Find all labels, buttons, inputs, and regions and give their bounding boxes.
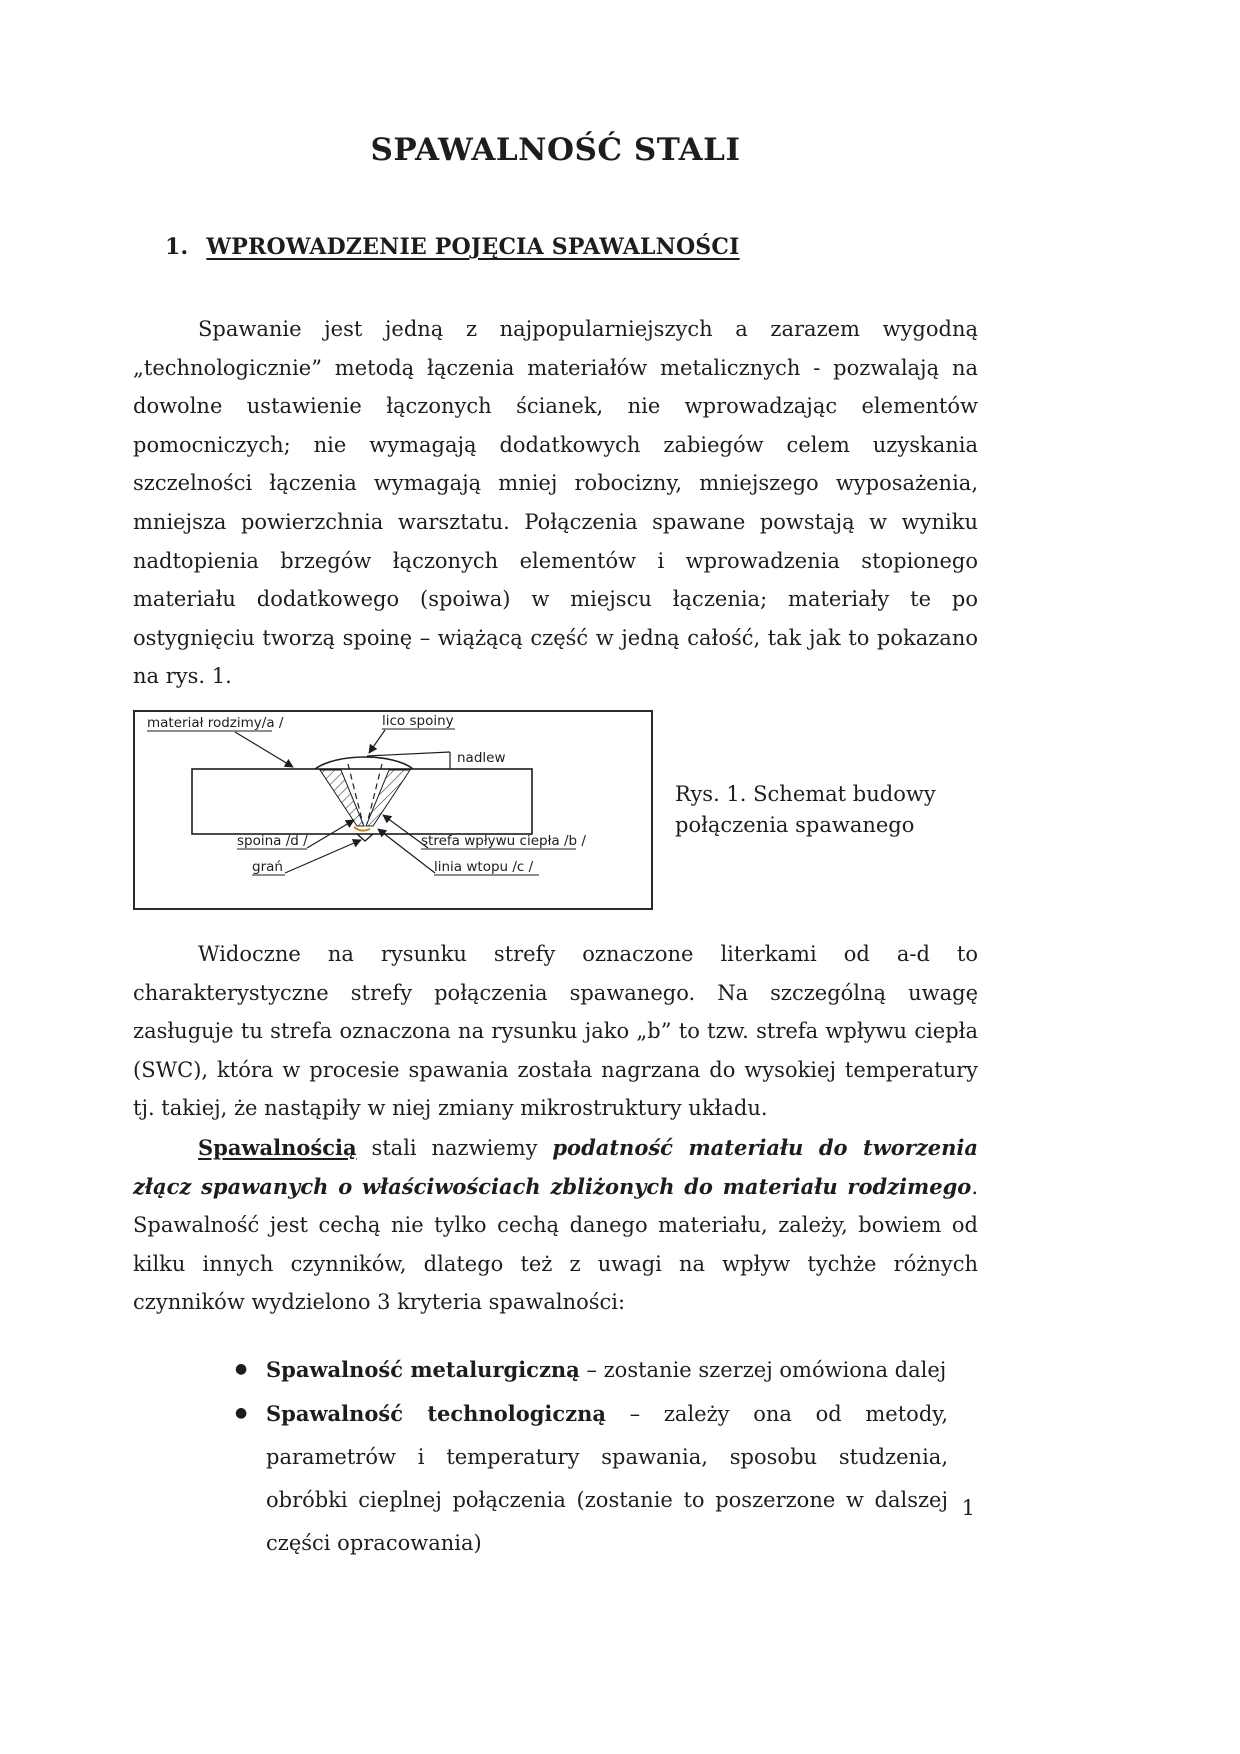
bullet-rest-text: – zależy ona od metody, parametrów i temperatury spawania, sposobu studzenia, obróbki cieplnej połączenia (zostanie to poszerzone w dalszej części opracowania) bbox=[266, 1401, 949, 1555]
label-linia-wtopu: linia wtopu /c / bbox=[434, 858, 534, 875]
section-heading bbox=[165, 234, 978, 260]
section-number: 1. bbox=[165, 234, 189, 260]
definition-term: Spawalnością bbox=[198, 1134, 357, 1160]
document-content bbox=[133, 0, 978, 1565]
label-spoina: spoina /d / bbox=[237, 832, 308, 849]
paragraph-zones: Widoczne na rysunku strefy oznaczone literkami od a-d to charakterystyczne strefy połączenia spawanego. Na szczególną uwagę zasługuje tu strefa oznaczona na rysunku jako „b” to tzw. strefa wpływu ciepła (SWC), która w procesie spawania została nagrzana do wysokiej temperatury tj. takiej, że nastąpiły w niej zmiany mikrostruktury układu. bbox=[133, 941, 978, 1121]
figure-caption-line1: Rys. 1. Schemat budowy bbox=[675, 781, 936, 806]
bullet-icon: ● bbox=[235, 1404, 248, 1421]
bullet-icon: ● bbox=[235, 1360, 248, 1377]
definition-italic: podatność materiału do tworzenia złącz spawanych o właściwościach zbliżonych do materiału rodzimego bbox=[133, 1134, 979, 1199]
criteria-list bbox=[235, 1348, 948, 1565]
bullet-bold-text: Spawalność metalurgiczną bbox=[266, 1356, 580, 1382]
root-highlight-mark bbox=[354, 827, 370, 831]
figure-row bbox=[133, 710, 978, 910]
document-title: SPAWALNOŚĆ STALI bbox=[370, 132, 741, 168]
figure-caption-line2: połączenia spawanego bbox=[675, 812, 915, 837]
definition-rest: . Spawalność jest cechą nie tylko cechą danego materiału, zależy, bowiem od kilku innych czynników, dlatego też z uwagi na wpływ tychże różnych czynników wydzielono 3 kryteria spawalności: bbox=[133, 1174, 978, 1315]
bullet-rest-text: – zostanie szerzej omówiona dalej bbox=[579, 1357, 947, 1382]
leader-lines bbox=[235, 730, 435, 873]
weld-root bbox=[357, 834, 373, 841]
weld-diagram-svg bbox=[135, 712, 651, 908]
bullet-bold-text: Spawalność technologiczną bbox=[266, 1400, 606, 1426]
paragraph-definition bbox=[133, 1129, 978, 1322]
label-material-rodzimy: materiał rodzimy/a / bbox=[147, 714, 284, 731]
label-lico-spoiny: lico spoiny bbox=[382, 712, 454, 729]
weld-cap bbox=[315, 757, 413, 769]
label-strefa-wplywu-ciepla: strefa wpływu ciepła /b / bbox=[421, 832, 586, 849]
paragraph-intro: Spawanie jest jedną z najpopularniejszych a zarazem wygodną „technologicznie” metodą łączenia materiałów metalicznych - pozwalają na dowolne ustawienie łączonych ścianek, nie wprowadzając elementów pomocniczych; nie wymagają dodatkowych zabiegów celem uzyskania szczelności łączenia wymagają mniej robocizny, mniejszego wyposażenia, mniejsza powierzchnia warsztatu. Połączenia spawane powstają w wyniku nadtopienia brzegów łączonych elementów i wprowadzenia stopionego materiału dodatkowego (spoiwa) w miejscu łączenia; materiały te po ostygnięciu tworzą spoinę – wiążącą część w jedną całość, tak jak to pokazano na rys. 1. bbox=[133, 317, 978, 689]
list-item-metalurgiczna bbox=[235, 1348, 948, 1392]
label-nadlew: nadlew bbox=[457, 749, 506, 766]
definition-mid: stali nazwiemy bbox=[356, 1135, 553, 1160]
section-title: WPROWADZENIE POJĘCIA SPAWALNOŚCI bbox=[206, 234, 740, 260]
weld-hatch-zones bbox=[320, 770, 410, 826]
label-underlines bbox=[147, 729, 576, 875]
page-number: 1 bbox=[961, 1496, 975, 1520]
label-gran: grań bbox=[252, 858, 283, 875]
weld-diagram-figure bbox=[133, 710, 653, 910]
list-item-technologiczna bbox=[235, 1392, 948, 1565]
figure-caption bbox=[675, 779, 936, 841]
